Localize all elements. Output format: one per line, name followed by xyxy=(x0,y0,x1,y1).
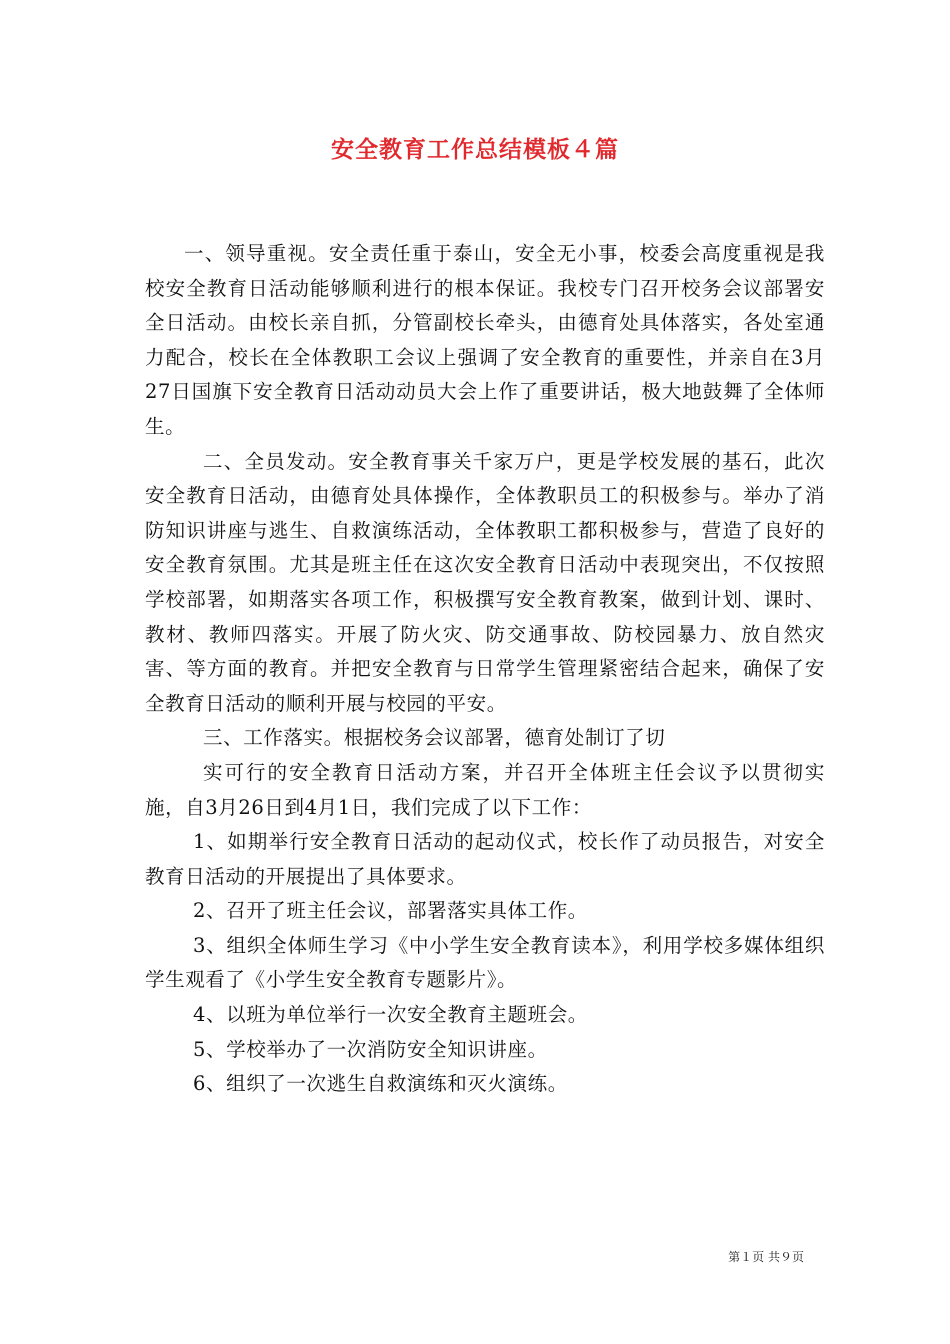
list-item-2: 2、召开了班主任会议，部署落实具体工作。 xyxy=(193,899,588,923)
page-number: 第１页 共９页 xyxy=(728,1250,804,1264)
list-item-6: 6、组织了一次逃生自救演练和灭火演练。 xyxy=(193,1072,568,1096)
paragraph-mobilization: 二、全员发动。安全教育事关千家万户，更是学校发展的基石，此次安全教育日活动，由德育处具体操作，全体教职员工的积极参与。举办了消防知识讲座与逃生、自救演练活动，全体教职工都积极参与，营造了良好的安全教育氛围。尤其是班主任在这次安全教育日活动中表现突出，不仅按照学校部署，如期落实各项工作，积极撰写安全教育教案，做到计划、课时、教材、教师四落实。开展了防火灾、防交通事故、防校园暴力、放自然灾害、等方面的教育。并把安全教育与日常学生管理紧密结合起来，确保了安全教育日活动的顺利开展与校园的平安。 xyxy=(145,449,825,715)
document-body xyxy=(145,237,825,1102)
list-item-4: 4、以班为单位举行一次安全教育主题班会。 xyxy=(193,1003,588,1027)
paragraph-leadership: 一、领导重视。安全责任重于泰山，安全无小事，校委会高度重视是我校安全教育日活动能够顺利进行的根本保证。我校专门召开校务会议部署安全日活动。由校长亲自抓，分管副校长牵头，由德育处具体落实，各处室通力配合，校长在全体教职工会议上强调了安全教育的重要性，并亲自在3月27日国旗下安全教育日活动动员大会上作了重要讲话，极大地鼓舞了全体师生。 xyxy=(145,242,825,438)
list-item-5: 5、学校举办了一次消防安全知识讲座。 xyxy=(193,1037,548,1061)
list-item-1: 1、如期举行安全教育日活动的起动仪式，校长作了动员报告，对安全教育日活动的开展提出了具体要求。 xyxy=(145,830,825,888)
document-title: 安全教育工作总结模板４篇 xyxy=(331,136,619,163)
paragraph-implementation: 三、工作落实。根据校务会议部署，德育处制订了切 xyxy=(203,726,666,750)
list-item-3: 3、组织全体师生学习《中小学生安全教育读本》，利用学校多媒体组织学生观看了《小学生安全教育专题影片》。 xyxy=(145,933,825,992)
paragraph-plan: 实可行的安全教育日活动方案，并召开全体班主任会议予以贯彻实施，自3月26日到4月1日，我们完成了以下工作： xyxy=(145,760,825,819)
